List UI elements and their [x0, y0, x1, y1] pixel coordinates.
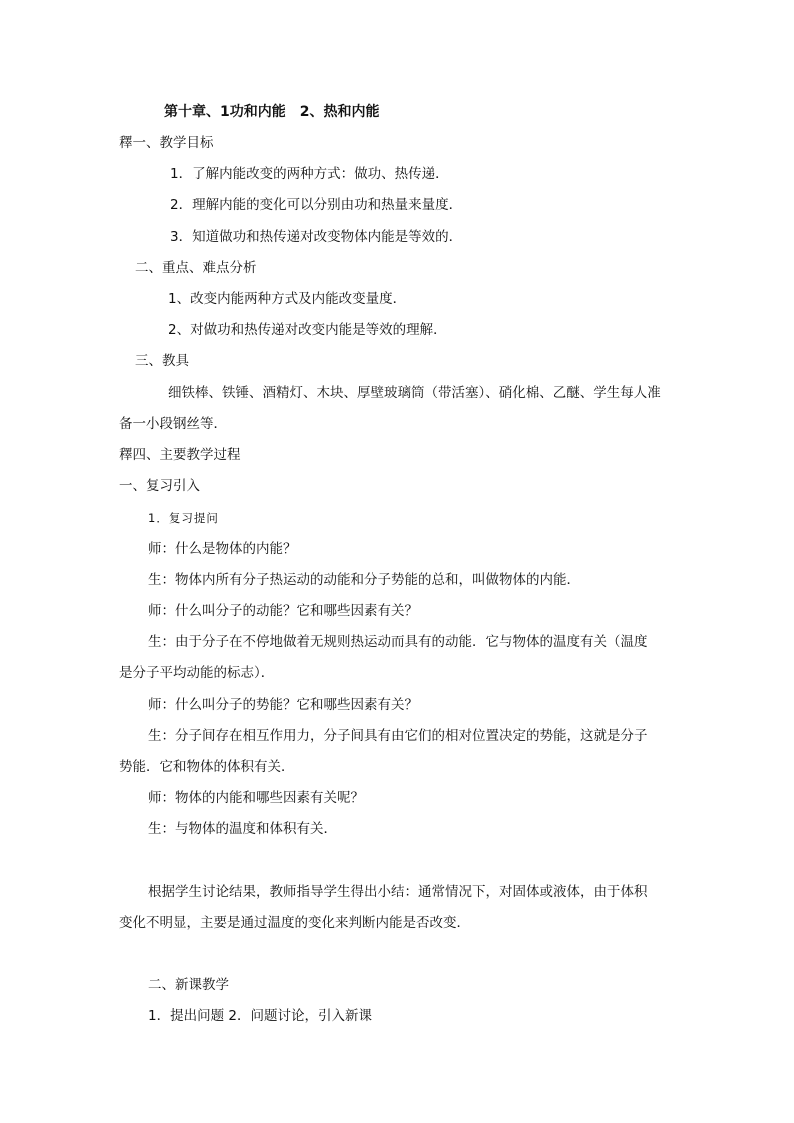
page-title: 第十章、1功和内能 2、热和内能	[164, 104, 380, 120]
objective-item: 2．理解内能的变化可以分别由功和热量来量度．	[170, 197, 463, 213]
section-heading-keypoints: 二、重点、难点分析	[135, 260, 257, 276]
dialogue-student: 生：物体内所有分子热运动的动能和分子势能的总和，叫做物体的内能．	[148, 572, 580, 588]
dialogue-teacher: 师：什么叫分子的动能？它和哪些因素有关？	[148, 603, 418, 619]
tools-paragraph-line: 备一小段钢丝等．	[119, 416, 227, 432]
dialogue-student-continued: 是分子平均动能的标志）．	[119, 665, 275, 681]
objective-item: 3．知道做功和热传递对改变物体内能是等效的．	[170, 229, 463, 245]
dialogue-student: 生：由于分子在不停地做着无规则热运动而具有的动能．它与物体的温度有关（温度	[148, 634, 648, 650]
dialogue-student: 生：分子间存在相互作用力，分子间具有由它们的相对位置决定的势能，这就是分子	[148, 728, 648, 744]
subsection-heading-new-lesson: 二、新课教学	[148, 977, 229, 993]
section-heading-process: 䆁四、主要教学过程	[119, 447, 241, 463]
subsection-heading-review: 一、复习引入	[119, 478, 200, 494]
keypoint-item: 1、改变内能两种方式及内能改变量度．	[168, 291, 407, 307]
review-questions-label: 1．复习提问	[148, 511, 219, 525]
dialogue-teacher: 师：物体的内能和哪些因素有关呢？	[148, 790, 364, 806]
dialogue-student: 生：与物体的温度和体积有关．	[148, 821, 337, 837]
keypoint-item: 2、对做功和热传递对改变内能是等效的理解．	[168, 322, 447, 338]
tools-paragraph-line: 细铁棒、铁锤、酒精灯、木块、厚壁玻璃筒（带活塞）、硝化棉、乙醚、学生每人准	[168, 385, 661, 401]
summary-paragraph-line: 变化不明显，主要是通过温度的变化来判断内能是否改变．	[119, 915, 470, 931]
section-heading-objectives: 䆁一、教学目标	[119, 135, 214, 151]
new-lesson-step: 1．提出问题 2．问题讨论，引入新课	[148, 1008, 372, 1024]
summary-paragraph-line: 根据学生讨论结果，教师指导学生得出小结：通常情况下，对固体或液体，由于体积	[148, 884, 648, 900]
dialogue-teacher: 师：什么是物体的内能？	[148, 541, 297, 557]
section-heading-tools: 三、教具	[135, 353, 189, 369]
dialogue-teacher: 师：什么叫分子的势能？它和哪些因素有关？	[148, 697, 418, 713]
objective-item: 1．了解内能改变的两种方式：做功、热传递．	[170, 166, 449, 182]
dialogue-student-continued: 势能．它和物体的体积有关．	[119, 759, 295, 775]
